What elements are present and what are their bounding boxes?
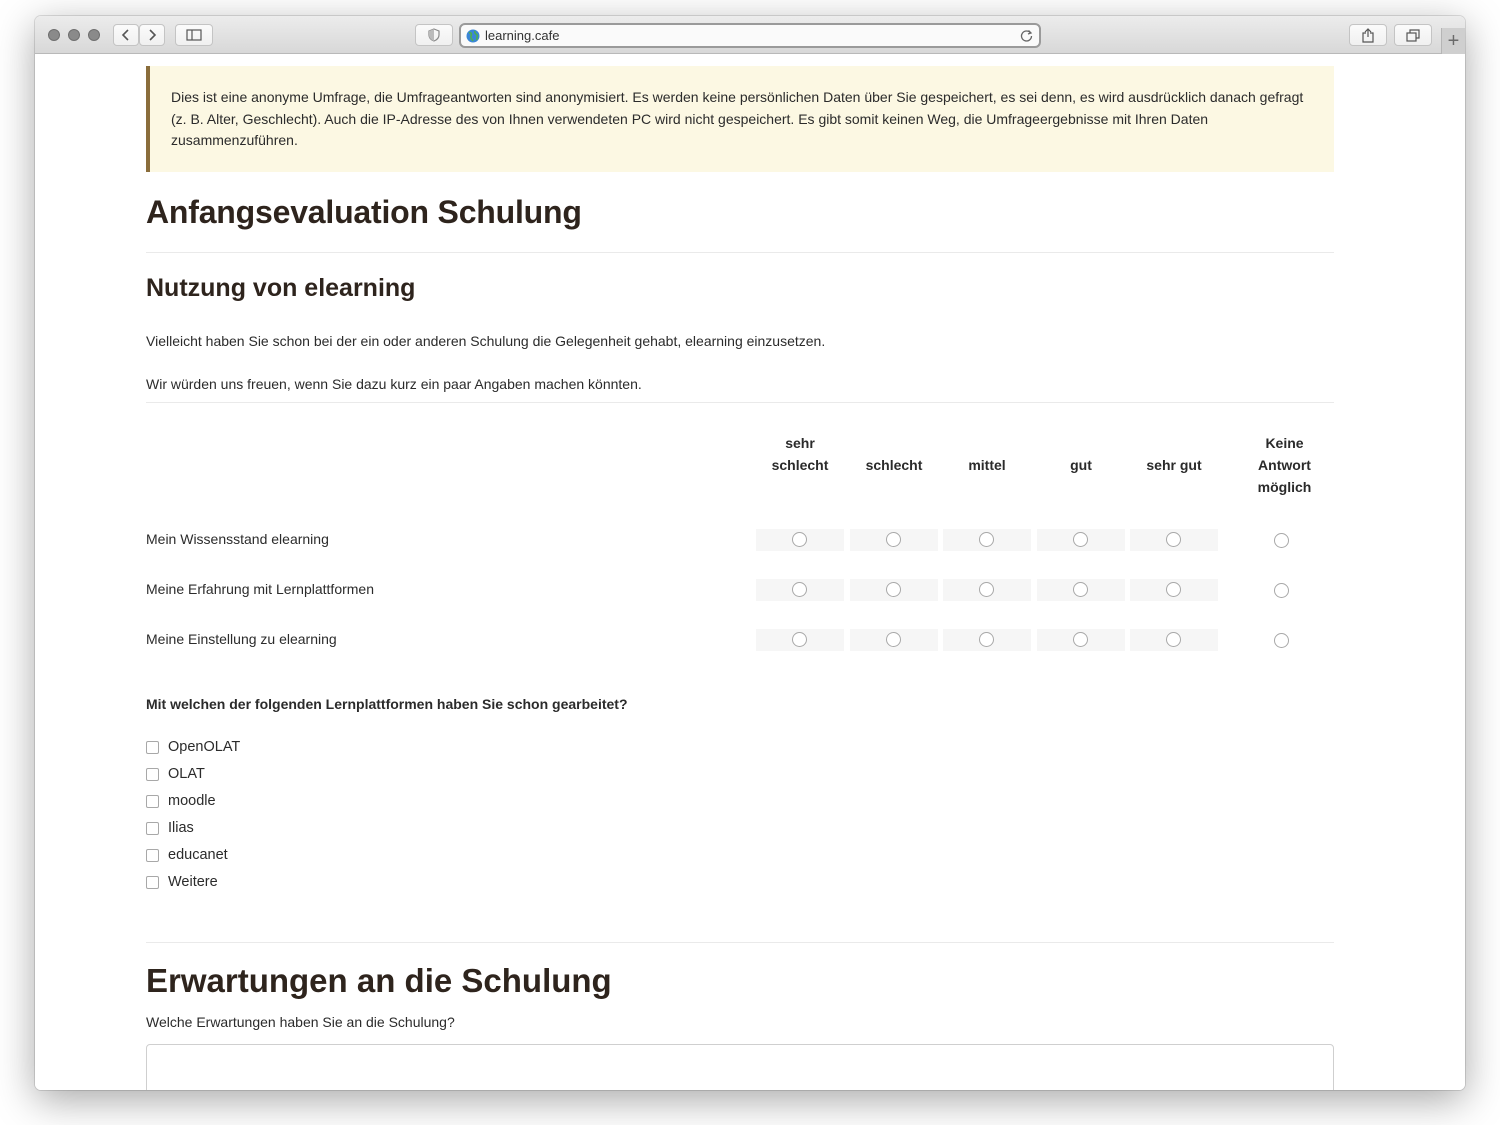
column-header-sehr-schlecht xyxy=(756,432,844,476)
column-header-line: Keine xyxy=(1265,435,1304,451)
notice-text: Dies ist eine anonyme Umfrage, die Umfrageantworten sind anonymisiert. Es werden keine persönlichen Daten über Sie gespeichert, es sei denn, es wird ausdrücklich danach gefragt (z. B. Alter, Geschlecht). Auch die IP-Adresse des von Ihnen verwendeten PC wird nicht gespeichert. Es gibt somit keinen Weg, die Umfrageergebnisse mit Ihren Daten zusammenzuführen. xyxy=(171,89,1304,148)
checkbox-label: moodle xyxy=(168,793,216,809)
matrix-row-label: Mein Wissensstand elearning xyxy=(146,531,329,547)
plus-icon: + xyxy=(1447,30,1460,52)
radio-wissensstand-sehr-schlecht[interactable] xyxy=(792,532,807,547)
radio-einstellung-sehr-schlecht[interactable] xyxy=(792,632,807,647)
column-header-keine-antwort xyxy=(1242,432,1327,498)
chevron-left-icon xyxy=(121,29,131,41)
radio-erfahrung-schlecht[interactable] xyxy=(886,582,901,597)
page-content xyxy=(35,54,1465,1090)
column-header-line: Antwort xyxy=(1258,457,1311,473)
forward-button[interactable] xyxy=(139,24,165,46)
column-header-gut xyxy=(1037,454,1125,476)
radio-einstellung-keine-antwort[interactable] xyxy=(1274,633,1289,648)
browser-window xyxy=(35,16,1465,1090)
checkbox-label: Weitere xyxy=(168,874,218,890)
radio-wissensstand-gut[interactable] xyxy=(1073,532,1088,547)
checkbox-option-ilias[interactable] xyxy=(146,818,194,838)
shield-icon xyxy=(428,28,440,42)
column-header-schlecht xyxy=(850,454,938,476)
checkbox[interactable] xyxy=(146,795,159,808)
address-bar[interactable] xyxy=(459,23,1041,48)
radio-einstellung-mittel[interactable] xyxy=(979,632,994,647)
column-header-line: mittel xyxy=(968,457,1006,473)
url-text: learning.cafe xyxy=(485,28,560,43)
radio-wissensstand-mittel[interactable] xyxy=(979,532,994,547)
radio-einstellung-schlecht[interactable] xyxy=(886,632,901,647)
section-intro-1: Vielleicht haben Sie schon bei der ein oder anderen Schulung die Gelegenheit gehabt, elearning einzusetzen. xyxy=(146,333,826,349)
chevron-right-icon xyxy=(147,29,157,41)
back-button[interactable] xyxy=(113,24,139,46)
minimize-window-icon[interactable] xyxy=(68,29,80,41)
anonymity-notice xyxy=(146,66,1334,172)
radio-erfahrung-gut[interactable] xyxy=(1073,582,1088,597)
checkbox[interactable] xyxy=(146,876,159,889)
checkbox-label: Ilias xyxy=(168,820,194,836)
share-icon xyxy=(1362,28,1374,43)
divider xyxy=(146,402,1334,403)
column-header-line: schlecht xyxy=(771,457,829,473)
privacy-report-button[interactable] xyxy=(415,24,453,46)
reload-icon[interactable] xyxy=(1020,29,1033,42)
tabs-icon xyxy=(1406,29,1420,42)
zoom-window-icon[interactable] xyxy=(88,29,100,41)
expectations-textarea[interactable] xyxy=(146,1044,1334,1090)
matrix-row-label: Meine Erfahrung mit Lernplattformen xyxy=(146,581,374,597)
column-header-line: gut xyxy=(1070,457,1092,473)
radio-erfahrung-keine-antwort[interactable] xyxy=(1274,583,1289,598)
radio-einstellung-sehr-gut[interactable] xyxy=(1166,632,1181,647)
checkbox-label: OLAT xyxy=(168,766,205,782)
page-title: Anfangsevaluation Schulung xyxy=(146,194,582,230)
expectations-question: Welche Erwartungen haben Sie an die Schulung? xyxy=(146,1014,455,1030)
column-header-line: sehr xyxy=(785,435,815,451)
checkbox-option-moodle[interactable] xyxy=(146,791,216,811)
checkbox[interactable] xyxy=(146,822,159,835)
column-header-mittel xyxy=(943,454,1031,476)
radio-erfahrung-sehr-schlecht[interactable] xyxy=(792,582,807,597)
radio-wissensstand-schlecht[interactable] xyxy=(886,532,901,547)
sidebar-toggle-button[interactable] xyxy=(175,24,213,46)
column-header-line: möglich xyxy=(1257,479,1312,495)
globe-icon xyxy=(466,29,480,43)
checkbox-option-weitere[interactable] xyxy=(146,872,218,892)
matrix-row-label: Meine Einstellung zu elearning xyxy=(146,631,337,647)
divider xyxy=(146,942,1334,943)
section-intro-2: Wir würden uns freuen, wenn Sie dazu kurz ein paar Angaben machen könnten. xyxy=(146,376,642,392)
checkbox-option-openolat[interactable] xyxy=(146,737,240,757)
sidebar-icon xyxy=(186,29,202,41)
checkbox-option-olat[interactable] xyxy=(146,764,205,784)
radio-wissensstand-keine-antwort[interactable] xyxy=(1274,533,1289,548)
checkbox-label: OpenOLAT xyxy=(168,739,241,755)
checkbox[interactable] xyxy=(146,768,159,781)
radio-erfahrung-mittel[interactable] xyxy=(979,582,994,597)
column-header-sehr-gut xyxy=(1130,454,1218,476)
section-heading-elearning: Nutzung von elearning xyxy=(146,274,416,302)
checkbox-option-educanet[interactable] xyxy=(146,845,228,865)
radio-einstellung-gut[interactable] xyxy=(1073,632,1088,647)
share-button[interactable] xyxy=(1349,24,1387,46)
checkbox-label: educanet xyxy=(168,847,228,863)
divider xyxy=(146,252,1334,253)
radio-erfahrung-sehr-gut[interactable] xyxy=(1166,582,1181,597)
checkbox[interactable] xyxy=(146,741,159,754)
new-tab-button[interactable] xyxy=(1441,28,1465,54)
column-header-line: sehr gut xyxy=(1146,457,1202,473)
platforms-question: Mit welchen der folgenden Lernplattformen haben Sie schon gearbeitet? xyxy=(146,696,628,712)
radio-wissensstand-sehr-gut[interactable] xyxy=(1166,532,1181,547)
close-window-icon[interactable] xyxy=(48,29,60,41)
browser-toolbar xyxy=(35,16,1465,54)
column-header-line: schlecht xyxy=(865,457,923,473)
checkbox[interactable] xyxy=(146,849,159,862)
section-heading-erwartungen: Erwartungen an die Schulung xyxy=(146,962,612,999)
tabs-overview-button[interactable] xyxy=(1394,24,1432,46)
